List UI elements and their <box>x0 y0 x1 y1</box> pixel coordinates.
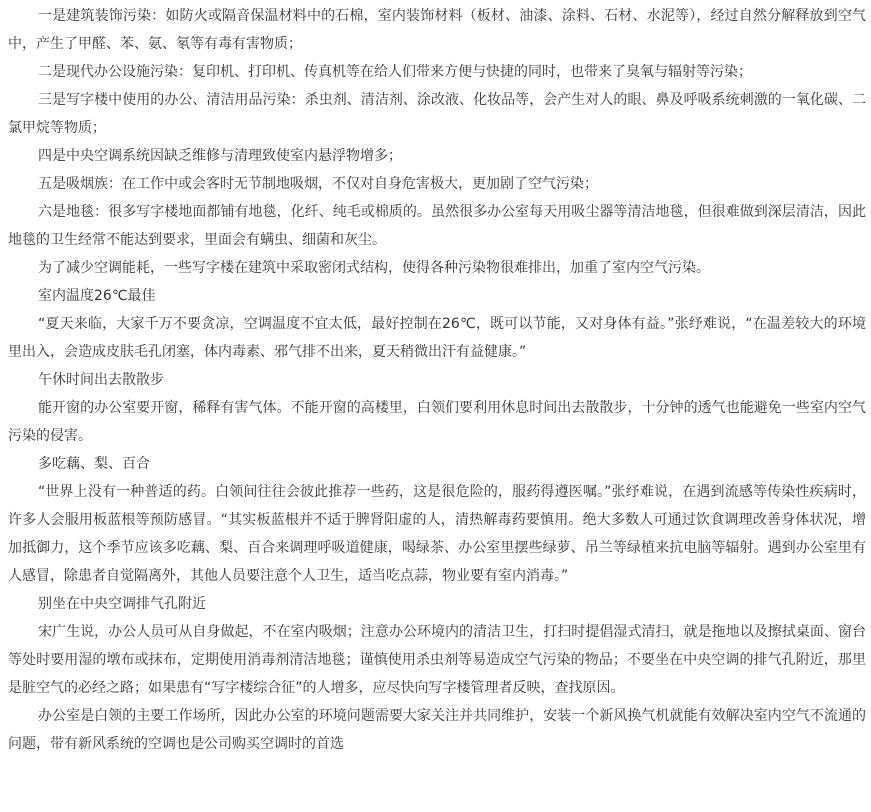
paragraph-sealed-structure: 为了减少空调能耗，一些写字楼在建筑中采取密闭式结构，使得各种污染物很难排出，加重了室内空气污染。 <box>38 260 710 276</box>
paragraph-conclusion: 办公室是白领的主要工作场所，因此办公室的环境问题需要大家关注并共同维护，安装一个新风换气机就能有效解决室内空气不流通的问题，带有新风系统的空调也是公司购买空调时的首选 <box>8 708 866 752</box>
section-heading-temperature: 室内温度26℃最佳 <box>38 288 156 304</box>
paragraph-ac-vent-advice: 宋广生说，办公人员可从自身做起，不在室内吸烟；注意办公环境内的清洁卫生，打扫时提倡湿式清扫，就是拖地以及擦拭桌面、窗台等处时要用湿的墩布或抹布，定期使用消毒剂清洁地毯；谨慎使用杀虫剂等易造成空气污染的物品；不要坐在中央空调的排气孔附近，那里是脏空气的必经之路；如果患有“写字楼综合征”的人增多，应尽快向写字楼管理者反映，查找原因。 <box>8 624 866 696</box>
paragraph-diet-advice: “世界上没有一种普适的药。白领间往往会彼此推荐一些药，这是很危险的，服药得遵医嘱。”张纾难说，在遇到流感等传染性疾病时，许多人会服用板蓝根等预防感冒。“其实板蓝根并不适于脾肾阳虚的人，清热解毒药要慎用。绝大多数人可通过饮食调理改善身体状况，增加抵御力，这个季节应该多吃藕、梨、百合来调理呼吸道健康，喝绿茶、办公室里摆些绿萝、吊兰等绿植来抗电脑等辐射。遇到办公室里有人感冒，除患者自觉隔离外，其他人员要注意个人卫生，适当吃点蒜，物业要有室内消毒。” <box>8 484 866 584</box>
paragraph-office-equipment-pollution: 二是现代办公设施污染：复印机、打印机、传真机等在给人们带来方便与快捷的同时，也带来了臭氧与辐射等污染； <box>38 64 752 80</box>
section-heading-walk: 午休时间出去散散步 <box>38 372 164 388</box>
paragraph-temperature-advice: “夏天来临，大家千万不要贪凉，空调温度不宜太低，最好控制在26℃，既可以节能，又对身体有益。”张纾难说，“在温差较大的环境里出入，会造成皮肤毛孔闭塞，体内毒素、邪气排不出来，夏天稍微出汗有益健康。” <box>8 316 866 360</box>
paragraph-walk-advice: 能开窗的办公室要开窗，稀释有害气体。不能开窗的高楼里，白领们要利用休息时间出去散散步，十分钟的透气也能避免一些室内空气污染的侵害。 <box>8 400 866 444</box>
section-heading-diet: 多吃藕、梨、百合 <box>38 456 150 472</box>
paragraph-carpet-pollution: 六是地毯：很多写字楼地面都铺有地毯，化纤、纯毛或棉质的。虽然很多办公室每天用吸尘器等清洁地毯，但很难做到深层清洁，因此地毯的卫生经常不能达到要求，里面会有螨虫、细菌和灰尘。 <box>8 204 866 248</box>
paragraph-smoking-pollution: 五是吸烟族：在工作中或会客时无节制地吸烟，不仅对自身危害极大，更加剧了空气污染； <box>38 176 598 192</box>
section-heading-ac-vent: 别坐在中央空调排气孔附近 <box>38 596 206 612</box>
paragraph-cleaning-supplies-pollution: 三是写字楼中使用的办公、清洁用品污染：杀虫剂、清洁剂、涂改液、化妆品等，会产生对人的眼、鼻及呼吸系统刺激的一氧化碳、二氯甲烷等物质； <box>8 92 866 136</box>
paragraph-building-decoration-pollution: 一是建筑装饰污染：如防火或隔音保温材料中的石棉，室内装饰材料（板材、油漆、涂料、石材、水泥等），经过自然分解释放到空气中，产生了甲醛、苯、氨、氡等有毒有害物质； <box>8 8 866 52</box>
paragraph-central-ac-pollution: 四是中央空调系统因缺乏维修与清理致使室内悬浮物增多； <box>38 148 402 164</box>
